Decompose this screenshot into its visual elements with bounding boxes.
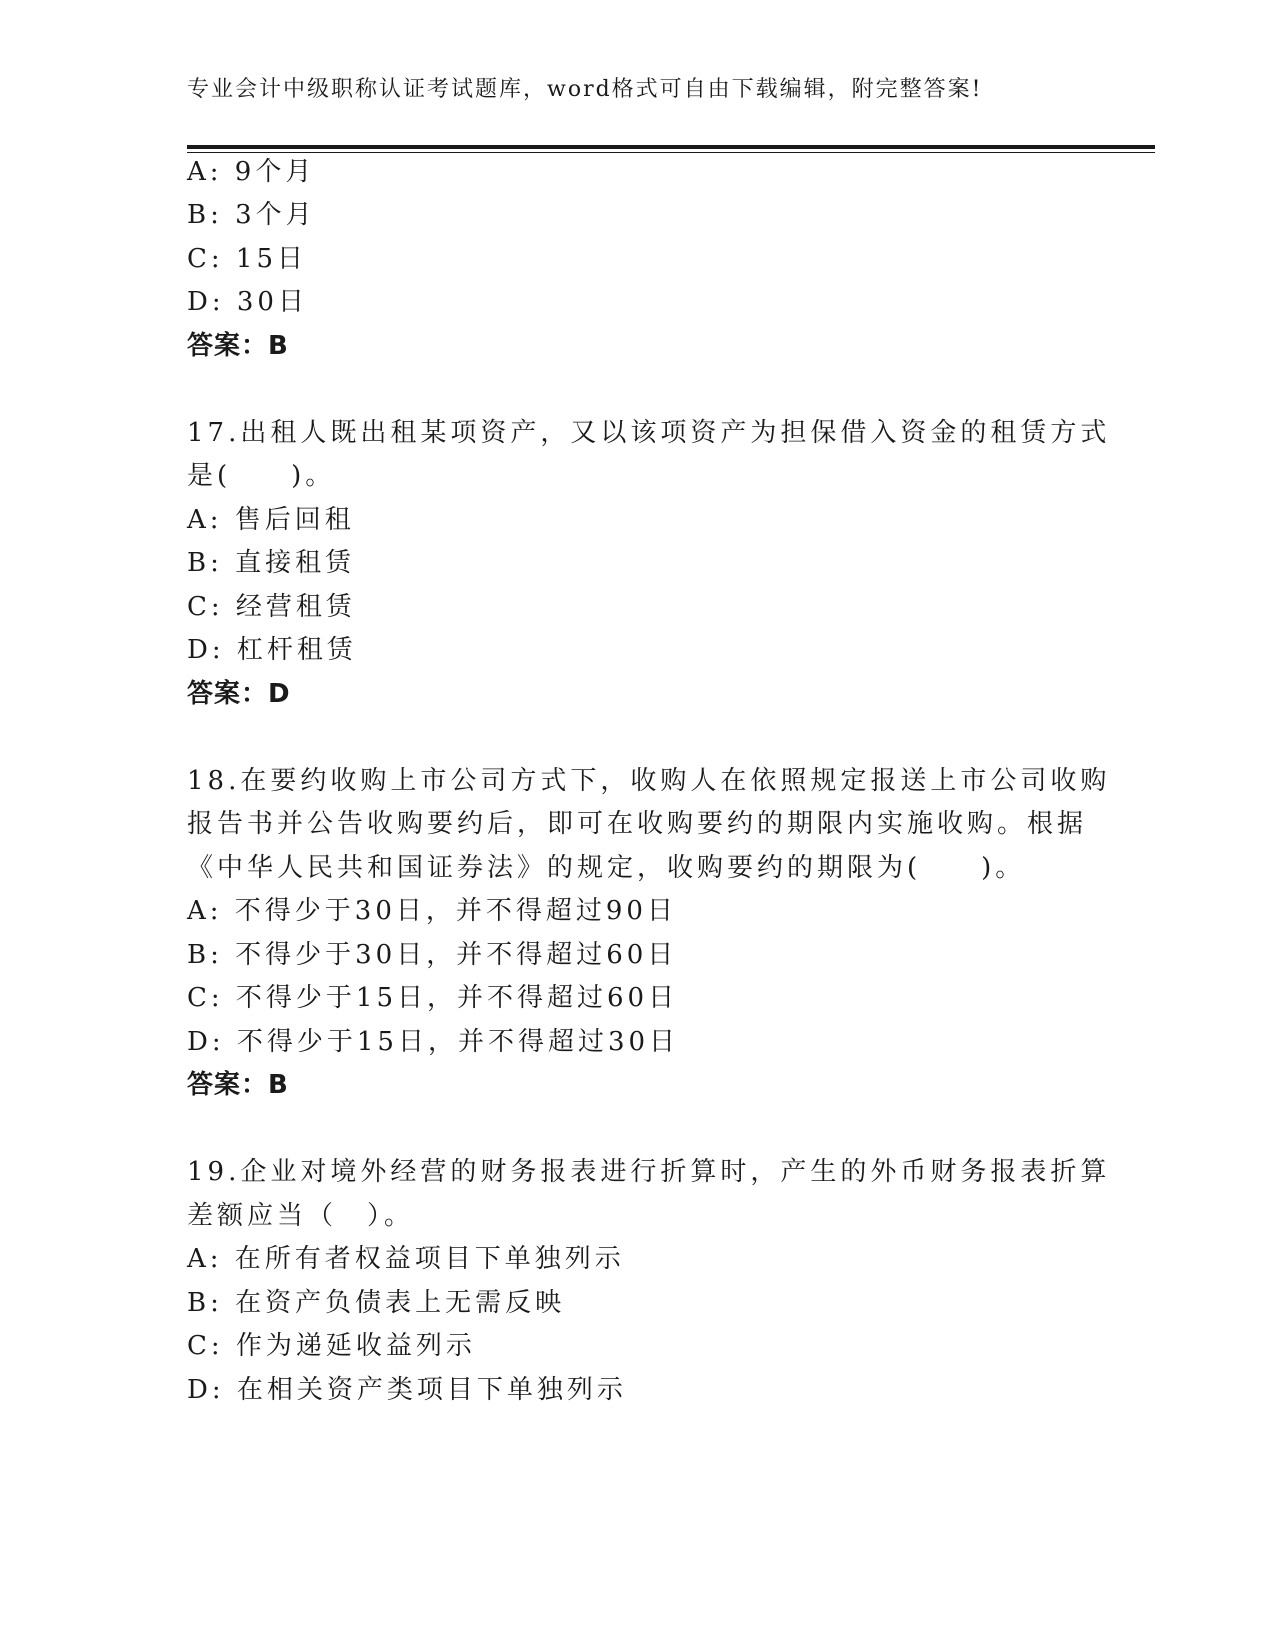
question-17-option-a: A: 售后回租 [187,505,355,535]
question-19-stem-line-1: 19.企业对境外经营的财务报表进行折算时，产生的外币财务报表折算 [187,1157,1111,1187]
option-d: D: 30日 [187,287,308,317]
question-18-answer: 答案：B [187,1070,289,1100]
option-c: C: 15日 [187,244,308,274]
question-17-option-c: C: 经营租赁 [187,592,356,622]
answer-label: 答案：B [187,331,289,361]
question-17-stem-line-2: 是( )。 [187,461,336,491]
question-18-option-c: C: 不得少于15日，并不得超过60日 [187,983,679,1013]
header-rule-thin [187,152,1155,153]
question-19-stem-line-2: 差额应当（ ）。 [187,1201,415,1231]
question-18-option-d: D: 不得少于15日，并不得超过30日 [187,1027,680,1057]
question-17-option-d: D: 杠杆租赁 [187,635,357,665]
question-17-answer: 答案：D [187,679,291,709]
question-18-option-b: B: 不得少于30日，并不得超过60日 [187,940,678,970]
question-18-option-a: A: 不得少于30日，并不得超过90日 [187,896,677,926]
question-18-stem-line-2: 报告书并公告收购要约后，即可在收购要约的期限内实施收购。根据 [187,809,1088,839]
question-17-stem-line-1: 17.出租人既出租某项资产，又以该项资产为担保借入资金的租赁方式 [187,418,1111,448]
question-19-option-d: D: 在相关资产类项目下单独列示 [187,1375,627,1405]
header-rule-thick [187,145,1155,149]
option-a: A: 9个月 [187,157,316,187]
question-18-stem-line-1: 18.在要约收购上市公司方式下，收购人在依照规定报送上市公司收购 [187,766,1111,796]
option-b: B: 3个月 [187,200,316,230]
question-18-stem-line-3: 《中华人民共和国证券法》的规定，收购要约的期限为( )。 [187,853,1026,883]
question-19-option-a: A: 在所有者权益项目下单独列示 [187,1244,625,1274]
question-19-option-c: C: 作为递延收益列示 [187,1331,476,1361]
question-17-option-b: B: 直接租赁 [187,548,356,578]
question-19-option-b: B: 在资产负债表上无需反映 [187,1288,566,1318]
page-header-title: 专业会计中级职称认证考试题库，word格式可自由下载编辑，附完整答案! [187,77,983,102]
